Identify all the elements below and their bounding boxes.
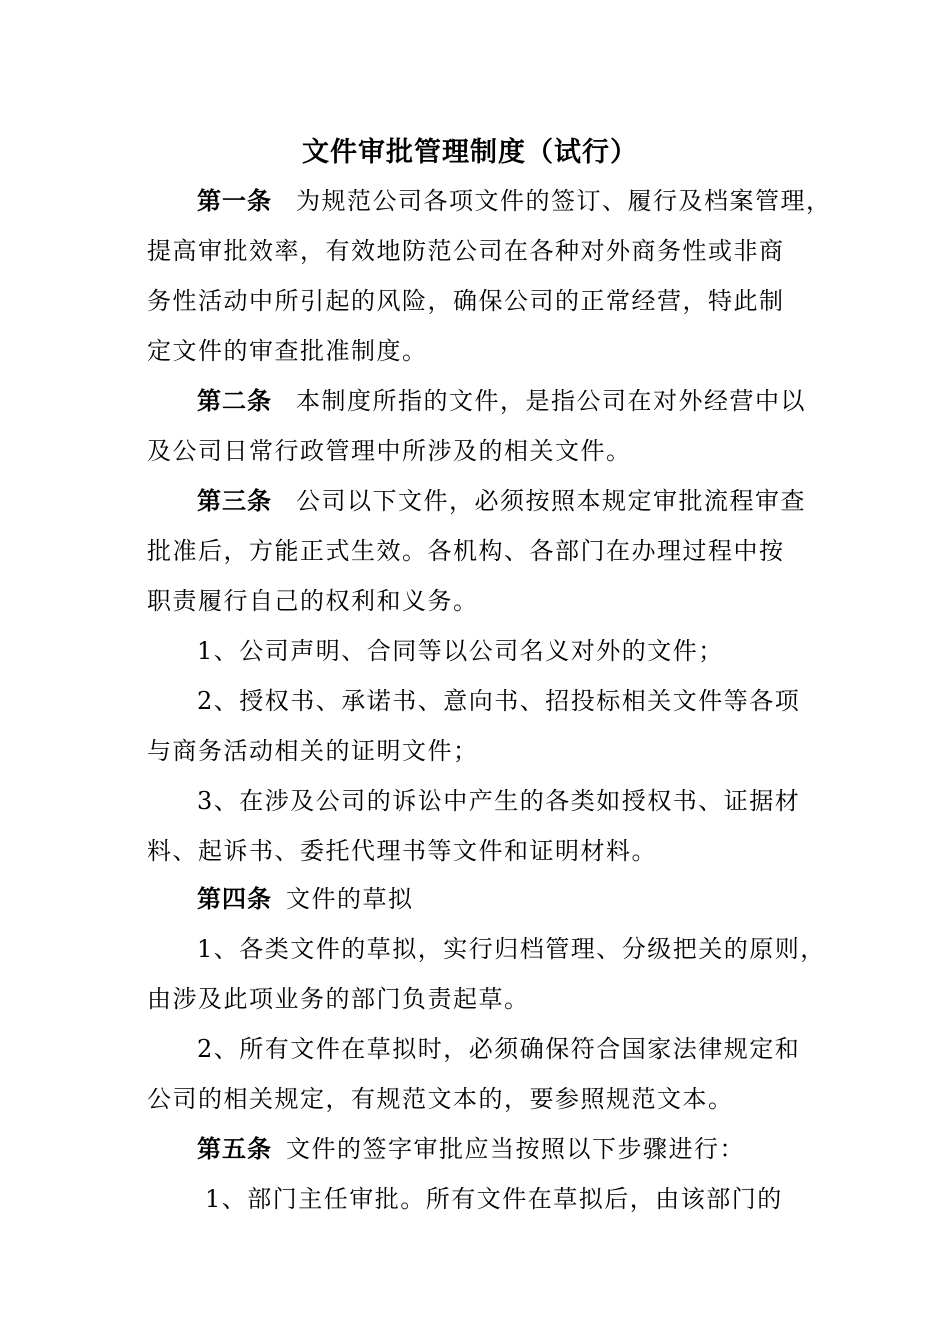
article-3-text-2: 批准后，方能正式生效。各机构、各部门在办理过程中按 [147, 537, 785, 565]
article-2-text-1: 本制度所指的文件，是指公司在对外经营中以 [296, 387, 806, 415]
article-4-item-2-line-1: 2、所有文件在草拟时，必须确保符合国家法律规定和 [197, 1035, 801, 1063]
article-4-text-1: 文件的草拟 [286, 885, 414, 913]
article-3-item-2-line-2: 与商务活动相关的证明文件； [147, 737, 479, 765]
article-4-item-1-line-2: 由涉及此项业务的部门负责起草。 [147, 985, 530, 1013]
article-4-item-1-line-1: 1、各类文件的草拟，实行归档管理、分级把关的原则， [197, 935, 826, 963]
article-5-text-1: 文件的签字审批应当按照以下步骤进行： [286, 1135, 745, 1163]
article-5-item-1-line-1: 1、部门主任审批。所有文件在草拟后，由该部门的 [205, 1185, 783, 1213]
article-1-text-2: 提高审批效率，有效地防范公司在各种对外商务性或非商 [147, 237, 785, 265]
article-1-label: 第一条 [197, 187, 272, 215]
article-2-line-1 [197, 381, 806, 421]
article-5-line-1 [197, 1129, 745, 1169]
article-1-text-3: 务性活动中所引起的风险，确保公司的正常经营，特此制 [147, 287, 785, 315]
article-3-item-1: 1、公司声明、合同等以公司名义对外的文件； [197, 637, 724, 665]
article-3-label: 第三条 [197, 487, 272, 515]
article-3-item-2-line-1: 2、授权书、承诺书、意向书、招投标相关文件等各项 [197, 687, 801, 715]
article-4-line-1 [197, 879, 414, 919]
article-1-text-4: 定文件的审查批准制度。 [147, 337, 428, 365]
article-3-line-1 [197, 481, 806, 521]
article-1-text-1: 为规范公司各项文件的签订、履行及档案管理， [296, 187, 832, 215]
article-2-text-2: 及公司日常行政管理中所涉及的相关文件。 [147, 437, 632, 465]
article-3-item-3-line-1: 3、在涉及公司的诉讼中产生的各类如授权书、证据材 [197, 787, 801, 815]
article-4-item-2-line-2: 公司的相关规定，有规范文本的，要参照规范文本。 [147, 1085, 734, 1113]
article-2-label: 第二条 [197, 387, 272, 415]
document-title: 文件审批管理制度（试行） [302, 137, 638, 168]
article-1-line-1 [197, 181, 832, 221]
article-5-label: 第五条 [197, 1135, 272, 1163]
article-4-label: 第四条 [197, 885, 272, 913]
article-3-item-3-line-2: 料、起诉书、委托代理书等文件和证明材料。 [147, 837, 657, 865]
article-3-text-3: 职责履行自己的权利和义务。 [147, 587, 479, 615]
article-3-text-1: 公司以下文件，必须按照本规定审批流程审查 [296, 487, 806, 515]
